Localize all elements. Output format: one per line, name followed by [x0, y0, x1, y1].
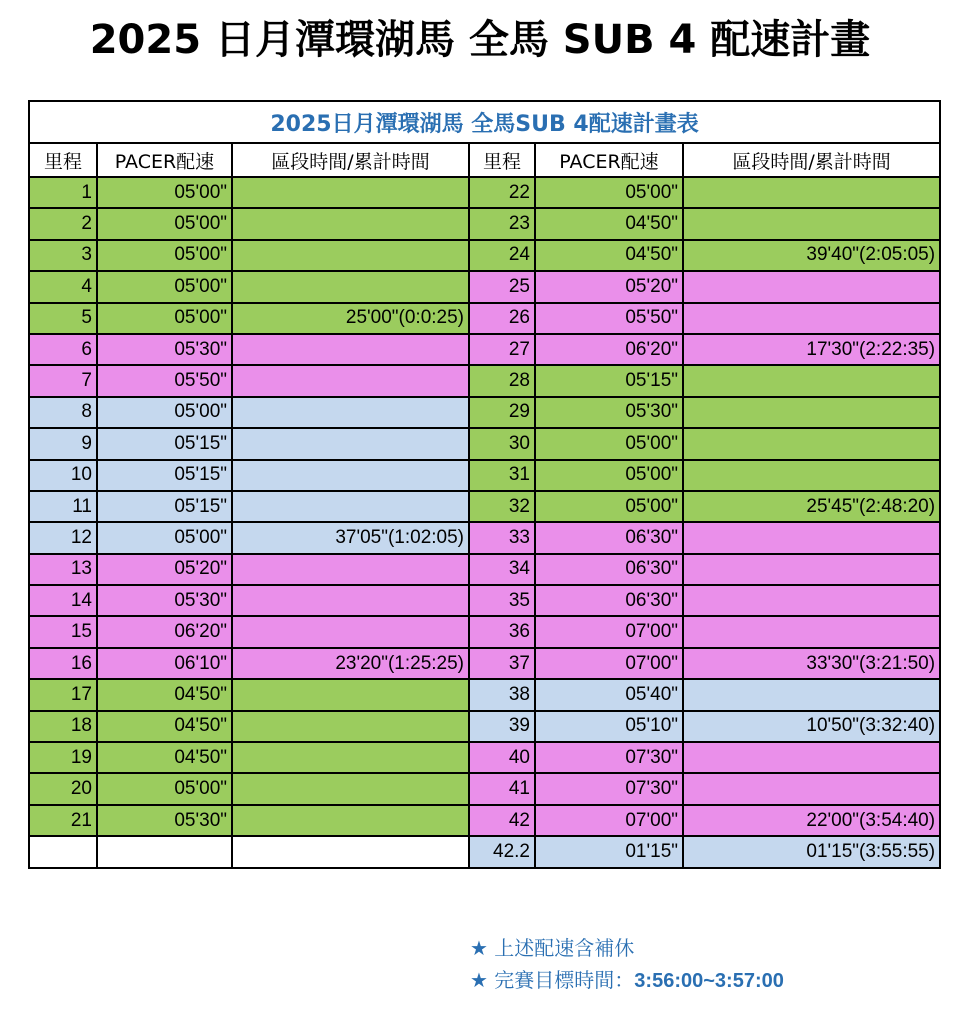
table-caption: 2025日月潭環湖馬 全馬SUB 4配速計畫表 — [29, 101, 940, 143]
table-row — [29, 271, 940, 302]
pace-cell-left: 05'15" — [97, 491, 232, 522]
split-cell-right — [683, 428, 940, 459]
table-row — [29, 554, 940, 585]
km-cell-left: 21 — [29, 805, 97, 836]
table-row — [29, 836, 940, 867]
table-row — [29, 648, 940, 679]
split-cell-right — [683, 554, 940, 585]
col-header-pace-right: PACER配速 — [535, 143, 683, 177]
pace-cell-left: 05'20" — [97, 554, 232, 585]
pace-cell-left: 05'00" — [97, 303, 232, 334]
km-cell-left: 1 — [29, 177, 97, 208]
split-cell-right: 33'30"(3:21:50) — [683, 648, 940, 679]
pace-cell-right: 04'50" — [535, 240, 683, 271]
km-cell-left: 15 — [29, 616, 97, 647]
col-header-split: 區段時間/累計時間 — [232, 143, 469, 177]
split-cell-right: 22'00"(3:54:40) — [683, 805, 940, 836]
pace-cell-left: 06'10" — [97, 648, 232, 679]
split-cell-left — [232, 271, 469, 302]
split-cell-right — [683, 177, 940, 208]
split-cell-left — [232, 334, 469, 365]
km-cell-left: 10 — [29, 460, 97, 491]
km-cell-left: 18 — [29, 711, 97, 742]
split-cell-right — [683, 773, 940, 804]
km-cell-right: 24 — [469, 240, 535, 271]
pace-cell-left: 04'50" — [97, 711, 232, 742]
km-cell-right: 37 — [469, 648, 535, 679]
pace-plan-table — [28, 100, 941, 869]
km-cell-right: 33 — [469, 522, 535, 553]
pace-cell-right: 05'40" — [535, 679, 683, 710]
table-row — [29, 177, 940, 208]
km-cell-right: 28 — [469, 365, 535, 396]
pace-cell-left: 05'30" — [97, 585, 232, 616]
split-cell-left — [232, 805, 469, 836]
km-cell-left: 14 — [29, 585, 97, 616]
pace-cell-right: 05'50" — [535, 303, 683, 334]
split-cell-right — [683, 303, 940, 334]
split-cell-left — [232, 773, 469, 804]
pace-cell-right: 07'00" — [535, 616, 683, 647]
split-cell-right: 01'15"(3:55:55) — [683, 836, 940, 867]
table-row — [29, 742, 940, 773]
split-cell-right — [683, 365, 940, 396]
km-cell-right: 31 — [469, 460, 535, 491]
km-cell-left: 6 — [29, 334, 97, 365]
km-cell-left: 8 — [29, 397, 97, 428]
table-row — [29, 679, 940, 710]
split-cell-left — [232, 836, 469, 867]
table-row — [29, 805, 940, 836]
km-cell-right: 39 — [469, 711, 535, 742]
split-cell-left — [232, 397, 469, 428]
table-row — [29, 365, 940, 396]
split-cell-left: 37'05"(1:02:05) — [232, 522, 469, 553]
split-cell-left — [232, 742, 469, 773]
split-cell-right — [683, 460, 940, 491]
km-cell-left: 4 — [29, 271, 97, 302]
km-cell-right: 25 — [469, 271, 535, 302]
pace-cell-left — [97, 836, 232, 867]
split-cell-right: 10'50"(3:32:40) — [683, 711, 940, 742]
table-row — [29, 334, 940, 365]
table-row — [29, 585, 940, 616]
notes — [470, 932, 784, 997]
col-header-pace: PACER配速 — [97, 143, 232, 177]
split-cell-left — [232, 679, 469, 710]
note-target-label: ★ 完賽目標時間： — [470, 968, 635, 992]
pace-cell-right: 05'00" — [535, 491, 683, 522]
table-row — [29, 397, 940, 428]
km-cell-right: 29 — [469, 397, 535, 428]
pace-cell-left: 04'50" — [97, 679, 232, 710]
km-cell-left: 19 — [29, 742, 97, 773]
split-cell-left — [232, 554, 469, 585]
pace-cell-left: 05'50" — [97, 365, 232, 396]
split-cell-right — [683, 616, 940, 647]
table-row — [29, 303, 940, 334]
col-header-km-right: 里程 — [469, 143, 535, 177]
pace-cell-left: 05'00" — [97, 271, 232, 302]
km-cell-right: 34 — [469, 554, 535, 585]
km-cell-left: 5 — [29, 303, 97, 334]
km-cell-left: 12 — [29, 522, 97, 553]
split-cell-left — [232, 428, 469, 459]
km-cell-left: 9 — [29, 428, 97, 459]
target-time-value: 3:56:00~3:57:00 — [634, 970, 784, 992]
pace-cell-right: 05'00" — [535, 177, 683, 208]
pace-cell-right: 07'30" — [535, 773, 683, 804]
pace-cell-right: 05'20" — [535, 271, 683, 302]
pace-cell-right: 04'50" — [535, 208, 683, 239]
pace-cell-left: 05'00" — [97, 177, 232, 208]
note-includes-breaks: ★ 上述配速含補休 — [470, 936, 635, 960]
km-cell-right: 35 — [469, 585, 535, 616]
split-cell-left — [232, 460, 469, 491]
pace-cell-left: 05'00" — [97, 208, 232, 239]
pace-cell-left: 04'50" — [97, 742, 232, 773]
pace-cell-right: 07'30" — [535, 742, 683, 773]
split-cell-right — [683, 742, 940, 773]
km-cell-right: 32 — [469, 491, 535, 522]
km-cell-right: 42.2 — [469, 836, 535, 867]
split-cell-right — [683, 679, 940, 710]
km-cell-left: 7 — [29, 365, 97, 396]
pace-cell-left: 05'30" — [97, 334, 232, 365]
km-cell-left: 11 — [29, 491, 97, 522]
km-cell-right: 41 — [469, 773, 535, 804]
pace-cell-left: 05'15" — [97, 460, 232, 491]
table-row — [29, 491, 940, 522]
table-row — [29, 711, 940, 742]
pace-cell-left: 05'00" — [97, 522, 232, 553]
split-cell-right — [683, 585, 940, 616]
split-cell-left — [232, 491, 469, 522]
split-cell-left — [232, 208, 469, 239]
pace-cell-right: 07'00" — [535, 805, 683, 836]
km-cell-right: 38 — [469, 679, 535, 710]
km-cell-left — [29, 836, 97, 867]
km-cell-left: 13 — [29, 554, 97, 585]
note-target-time — [470, 964, 784, 997]
pace-cell-left: 05'00" — [97, 773, 232, 804]
col-header-split-right: 區段時間/累計時間 — [683, 143, 940, 177]
table-row — [29, 208, 940, 239]
km-cell-right: 42 — [469, 805, 535, 836]
pace-cell-right: 05'30" — [535, 397, 683, 428]
table-row — [29, 428, 940, 459]
split-cell-right — [683, 208, 940, 239]
km-cell-right: 36 — [469, 616, 535, 647]
split-cell-right — [683, 271, 940, 302]
km-cell-right: 23 — [469, 208, 535, 239]
table-row — [29, 522, 940, 553]
pace-cell-left: 06'20" — [97, 616, 232, 647]
pace-cell-left: 05'30" — [97, 805, 232, 836]
km-cell-left: 16 — [29, 648, 97, 679]
split-cell-left: 25'00"(0:0:25) — [232, 303, 469, 334]
km-cell-right: 30 — [469, 428, 535, 459]
split-cell-right: 17'30"(2:22:35) — [683, 334, 940, 365]
pace-cell-right: 06'30" — [535, 554, 683, 585]
split-cell-right — [683, 397, 940, 428]
pace-cell-right: 06'30" — [535, 585, 683, 616]
header-row — [29, 143, 940, 177]
split-cell-left — [232, 616, 469, 647]
pace-cell-right: 05'10" — [535, 711, 683, 742]
pace-cell-right: 07'00" — [535, 648, 683, 679]
table-row — [29, 616, 940, 647]
km-cell-right: 40 — [469, 742, 535, 773]
km-cell-left: 3 — [29, 240, 97, 271]
split-cell-right — [683, 522, 940, 553]
pace-cell-left: 05'00" — [97, 397, 232, 428]
km-cell-right: 27 — [469, 334, 535, 365]
split-cell-left — [232, 177, 469, 208]
pace-cell-right: 06'20" — [535, 334, 683, 365]
split-cell-left — [232, 585, 469, 616]
pace-cell-right: 05'00" — [535, 460, 683, 491]
pace-cell-left: 05'15" — [97, 428, 232, 459]
table-row — [29, 240, 940, 271]
pace-cell-right: 05'00" — [535, 428, 683, 459]
km-cell-right: 26 — [469, 303, 535, 334]
split-cell-left — [232, 711, 469, 742]
split-cell-left — [232, 365, 469, 396]
table-row — [29, 773, 940, 804]
pace-cell-right: 01'15" — [535, 836, 683, 867]
split-cell-left — [232, 240, 469, 271]
table-row — [29, 460, 940, 491]
pace-cell-left: 05'00" — [97, 240, 232, 271]
km-cell-left: 17 — [29, 679, 97, 710]
split-cell-left: 23'20"(1:25:25) — [232, 648, 469, 679]
split-cell-right: 25'45"(2:48:20) — [683, 491, 940, 522]
col-header-km: 里程 — [29, 143, 97, 177]
pace-cell-right: 06'30" — [535, 522, 683, 553]
page-title: 2025 日月潭環湖馬 全馬 SUB 4 配速計畫 — [89, 17, 871, 63]
split-cell-right: 39'40"(2:05:05) — [683, 240, 940, 271]
km-cell-left: 20 — [29, 773, 97, 804]
km-cell-right: 22 — [469, 177, 535, 208]
pace-cell-right: 05'15" — [535, 365, 683, 396]
km-cell-left: 2 — [29, 208, 97, 239]
